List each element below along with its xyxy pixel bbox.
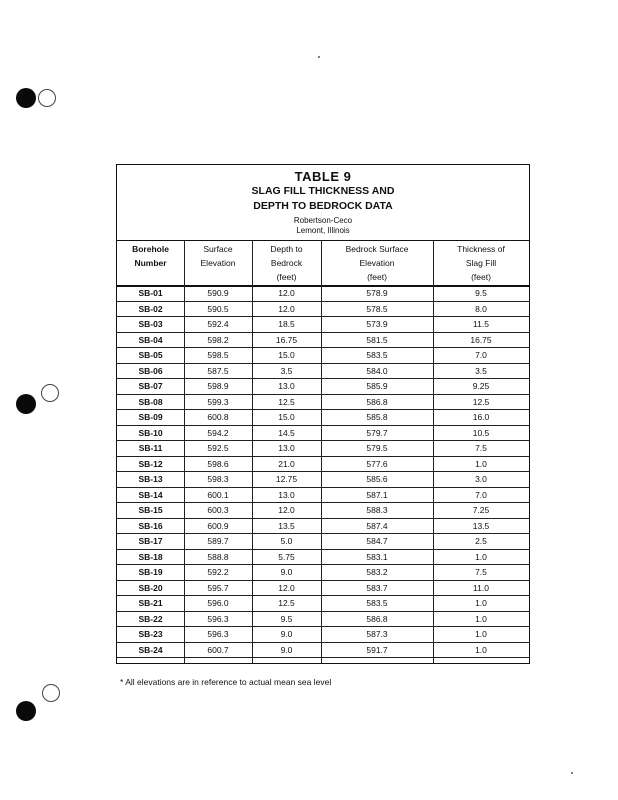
table-row <box>117 472 529 488</box>
cell-borehole: SB-20 <box>138 582 163 593</box>
cell-slag-thickness: 8.0 <box>475 303 487 314</box>
table-row <box>117 333 529 349</box>
table-subtitle: DEPTH TO BEDROCK DATA <box>253 200 393 212</box>
cell-bedrock-elevation: 583.5 <box>366 350 388 360</box>
cell-borehole: SB-01 <box>138 288 163 298</box>
cell-slag-thickness: 16.0 <box>472 412 490 422</box>
cell-depth-to-bedrock: 18.5 <box>278 319 295 329</box>
table-footnote: * All elevations are in reference to actual mean sea level <box>120 677 332 687</box>
cell-slag-thickness: 9.5 <box>475 288 487 298</box>
cell-borehole: SB-02 <box>138 303 163 314</box>
cell-bedrock-elevation: 573.9 <box>366 319 388 329</box>
cell-depth-to-bedrock: 12.0 <box>278 288 295 298</box>
cell-depth-to-bedrock: 16.75 <box>275 334 298 345</box>
cell-slag-thickness: 3.0 <box>475 474 487 484</box>
cell-slag-thickness: 7.5 <box>475 567 487 577</box>
cell-depth-to-bedrock: 13.0 <box>278 381 295 391</box>
cell-slag-thickness: 7.0 <box>475 350 487 360</box>
punch-hole <box>38 89 56 107</box>
cell-surface-elevation: 600.1 <box>207 489 229 500</box>
cell-slag-thickness: 11.0 <box>473 582 489 593</box>
cell-borehole: SB-10 <box>138 427 163 438</box>
cell-borehole: SB-04 <box>138 334 163 345</box>
table-row <box>117 612 529 628</box>
cell-surface-elevation: 587.5 <box>207 365 229 376</box>
cell-borehole: SB-05 <box>138 350 163 360</box>
table-row <box>117 441 529 457</box>
cell-depth-to-bedrock: 15.0 <box>278 350 295 360</box>
header-line: (feet) <box>367 272 387 282</box>
cell-slag-thickness: 3.5 <box>475 365 487 376</box>
cell-depth-to-bedrock: 13.5 <box>278 520 295 531</box>
header-depth-to-bedrock <box>252 241 321 285</box>
table-row <box>117 410 529 426</box>
cell-borehole: SB-15 <box>138 505 163 515</box>
punch-hole <box>16 394 36 414</box>
cell-borehole: SB-07 <box>138 381 163 391</box>
table-row <box>117 534 529 550</box>
table-row <box>117 302 529 318</box>
cell-slag-thickness: 16.75 <box>470 334 492 345</box>
table-title-block <box>117 165 529 240</box>
table-row <box>117 364 529 380</box>
cell-surface-elevation: 592.2 <box>207 567 229 577</box>
cell-depth-to-bedrock: 9.0 <box>280 567 293 577</box>
cell-surface-elevation: 600.7 <box>207 644 229 655</box>
cell-bedrock-elevation: 587.1 <box>366 489 388 500</box>
cell-borehole: SB-12 <box>138 458 163 469</box>
cell-surface-elevation: 594.2 <box>207 427 229 438</box>
table-row <box>117 426 529 442</box>
cell-bedrock-elevation: 585.9 <box>366 381 388 391</box>
cell-borehole: SB-19 <box>138 567 163 577</box>
cell-bedrock-elevation: 588.3 <box>366 505 388 515</box>
table-subtitle: SLAG FILL THICKNESS AND <box>251 185 395 197</box>
table-row <box>117 550 529 566</box>
cell-surface-elevation: 589.7 <box>207 536 229 546</box>
cell-bedrock-elevation: 584.0 <box>366 365 388 376</box>
cell-bedrock-elevation: 578.9 <box>366 288 388 298</box>
cell-surface-elevation: 598.2 <box>207 334 229 345</box>
cell-depth-to-bedrock: 14.5 <box>278 427 295 438</box>
punch-hole <box>42 684 60 702</box>
cell-slag-thickness: 1.0 <box>475 551 487 562</box>
table-row <box>117 581 529 597</box>
cell-slag-thickness: 7.5 <box>475 443 487 453</box>
cell-surface-elevation: 598.6 <box>207 458 229 469</box>
table-row <box>117 286 529 302</box>
table-row <box>117 503 529 519</box>
cell-depth-to-bedrock: 5.75 <box>278 551 295 562</box>
cell-borehole: SB-22 <box>138 613 163 624</box>
cell-bedrock-elevation: 586.8 <box>366 613 388 624</box>
table-row <box>117 565 529 581</box>
cell-slag-thickness: 7.25 <box>472 505 490 515</box>
scan-speck <box>318 56 320 58</box>
header-line: (feet) <box>276 272 297 282</box>
table-row <box>117 348 529 364</box>
cell-surface-elevation: 596.0 <box>207 598 229 608</box>
header-line: Bedrock Surface <box>345 244 409 254</box>
cell-bedrock-elevation: 585.8 <box>366 412 388 422</box>
cell-depth-to-bedrock: 13.0 <box>278 489 295 500</box>
table-title: TABLE 9 <box>294 169 352 184</box>
cell-slag-thickness: 12.5 <box>472 396 490 407</box>
cell-depth-to-bedrock: 9.0 <box>280 629 293 639</box>
cell-depth-to-bedrock: 5.0 <box>280 536 293 546</box>
cell-depth-to-bedrock: 12.5 <box>278 598 295 608</box>
cell-surface-elevation: 598.5 <box>207 350 229 360</box>
header-line: (feet) <box>471 272 491 282</box>
cell-surface-elevation: 588.8 <box>207 551 229 562</box>
cell-depth-to-bedrock: 3.5 <box>280 365 293 376</box>
table-row <box>117 317 529 333</box>
punch-hole <box>16 88 36 108</box>
data-table <box>116 164 530 664</box>
header-surface-elevation <box>184 241 252 285</box>
cell-bedrock-elevation: 587.3 <box>366 629 388 639</box>
scan-speck <box>571 772 573 774</box>
cell-slag-thickness: 10.5 <box>472 427 490 438</box>
header-slag-fill-thickness <box>433 241 529 285</box>
cell-borehole: SB-11 <box>138 443 163 453</box>
header-line: Elevation <box>359 258 395 268</box>
table-row <box>117 457 529 473</box>
cell-depth-to-bedrock: 12.0 <box>278 303 295 314</box>
cell-bedrock-elevation: 583.1 <box>366 551 388 562</box>
cell-borehole: SB-17 <box>138 536 163 546</box>
cell-depth-to-bedrock: 12.75 <box>275 474 298 484</box>
cell-slag-thickness: 2.5 <box>475 536 487 546</box>
table-row <box>117 488 529 504</box>
cell-slag-thickness: 7.0 <box>475 489 487 500</box>
cell-depth-to-bedrock: 12.0 <box>278 505 295 515</box>
cell-slag-thickness: 11.5 <box>473 319 489 329</box>
cell-borehole: SB-21 <box>138 598 163 608</box>
cell-depth-to-bedrock: 21.0 <box>278 458 295 469</box>
cell-surface-elevation: 600.3 <box>207 505 229 515</box>
cell-bedrock-elevation: 579.7 <box>366 427 388 438</box>
cell-bedrock-elevation: 585.6 <box>366 474 388 484</box>
cell-surface-elevation: 592.4 <box>207 319 229 329</box>
header-bedrock-surface-elevation <box>321 241 433 285</box>
cell-depth-to-bedrock: 9.5 <box>280 613 293 624</box>
cell-bedrock-elevation: 583.2 <box>366 567 388 577</box>
cell-borehole: SB-09 <box>138 412 163 422</box>
site-location: Lemont, Illinois <box>296 226 350 235</box>
table-row <box>117 379 529 395</box>
table-header-row <box>117 240 529 287</box>
cell-slag-thickness: 1.0 <box>475 629 487 639</box>
cell-surface-elevation: 600.8 <box>207 412 229 422</box>
cell-bedrock-elevation: 586.8 <box>366 396 388 407</box>
cell-surface-elevation: 590.5 <box>207 303 229 314</box>
table-row <box>117 643 529 659</box>
header-line: Number <box>134 258 167 268</box>
cell-depth-to-bedrock: 12.5 <box>278 396 295 407</box>
cell-depth-to-bedrock: 12.0 <box>278 582 295 593</box>
cell-bedrock-elevation: 587.4 <box>366 520 388 531</box>
cell-borehole: SB-13 <box>138 474 163 484</box>
cell-bedrock-elevation: 581.5 <box>366 334 388 345</box>
site-name: Robertson-Ceco <box>293 216 353 225</box>
cell-borehole: SB-06 <box>138 365 163 376</box>
cell-depth-to-bedrock: 15.0 <box>278 412 295 422</box>
cell-bedrock-elevation: 583.7 <box>366 582 388 593</box>
table-row <box>117 627 529 643</box>
cell-borehole: SB-23 <box>138 629 163 639</box>
header-line: Slag Fill <box>465 258 497 268</box>
cell-bedrock-elevation: 577.6 <box>366 458 388 469</box>
cell-surface-elevation: 598.9 <box>207 381 229 391</box>
punch-hole <box>16 701 36 721</box>
cell-surface-elevation: 592.5 <box>207 443 229 453</box>
table-row <box>117 596 529 612</box>
cell-bedrock-elevation: 591.7 <box>366 644 388 655</box>
cell-bedrock-elevation: 583.5 <box>366 598 388 608</box>
cell-bedrock-elevation: 579.5 <box>366 443 388 453</box>
cell-slag-thickness: 1.0 <box>475 644 487 655</box>
header-line: Elevation <box>200 258 236 268</box>
cell-bedrock-elevation: 578.5 <box>366 303 388 314</box>
cell-slag-thickness: 1.0 <box>475 458 487 469</box>
cell-surface-elevation: 590.9 <box>207 288 229 298</box>
cell-surface-elevation: 596.3 <box>207 613 229 624</box>
cell-surface-elevation: 599.3 <box>207 396 229 407</box>
cell-depth-to-bedrock: 13.0 <box>278 443 295 453</box>
cell-slag-thickness: 9.25 <box>472 381 490 391</box>
cell-borehole: SB-14 <box>138 489 163 500</box>
cell-borehole: SB-08 <box>138 396 163 407</box>
table-row <box>117 519 529 535</box>
cell-slag-thickness: 13.5 <box>472 520 490 531</box>
cell-borehole: SB-16 <box>138 520 163 531</box>
header-line: Depth to <box>270 244 303 254</box>
header-line: Thickness of <box>457 244 505 254</box>
header-line: Borehole <box>132 244 169 254</box>
cell-surface-elevation: 600.9 <box>207 520 229 531</box>
cell-surface-elevation: 595.7 <box>207 582 229 593</box>
table-row <box>117 395 529 411</box>
cell-surface-elevation: 596.3 <box>207 629 229 639</box>
cell-borehole: SB-24 <box>138 644 163 655</box>
cell-slag-thickness: 1.0 <box>475 598 487 608</box>
header-line: Surface <box>203 244 233 254</box>
header-line: Bedrock <box>270 258 303 268</box>
punch-hole <box>41 384 59 402</box>
header-borehole-number <box>117 241 184 285</box>
table-body <box>117 286 529 658</box>
cell-bedrock-elevation: 584.7 <box>366 536 388 546</box>
cell-borehole: SB-03 <box>138 319 163 329</box>
cell-slag-thickness: 1.0 <box>475 613 487 624</box>
cell-surface-elevation: 598.3 <box>207 474 229 484</box>
cell-borehole: SB-18 <box>138 551 163 562</box>
cell-depth-to-bedrock: 9.0 <box>280 644 293 655</box>
